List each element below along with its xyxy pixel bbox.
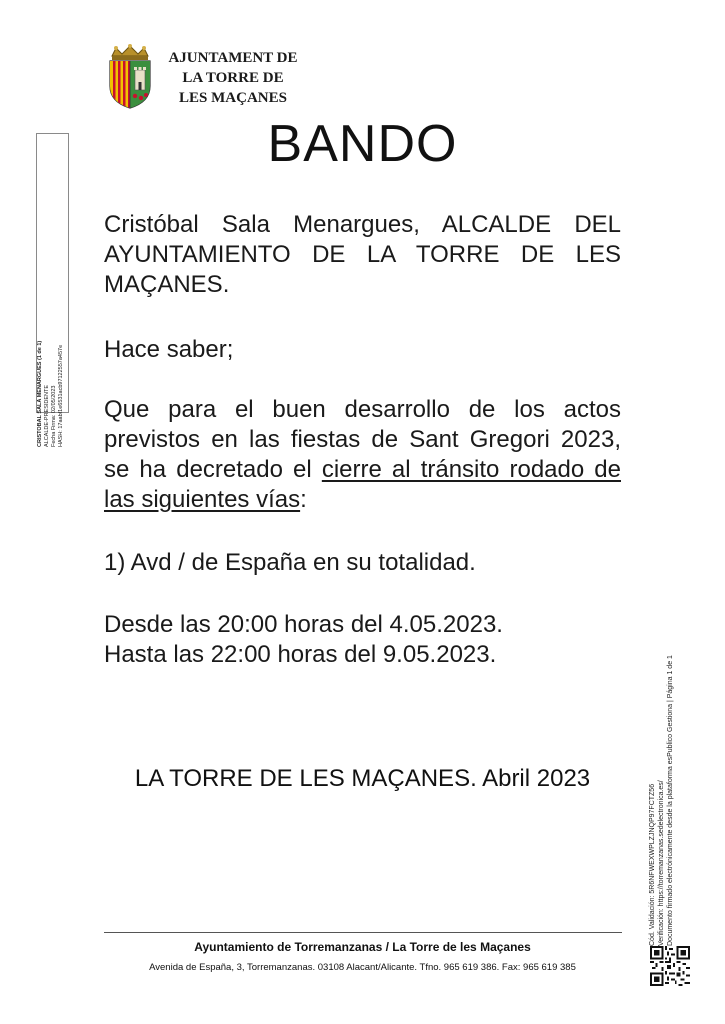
decree-paragraph [104,395,621,515]
validation-code: Cód. Validación: 5R6NFWEXWPLZJNQP97FCTZ56 [649,783,656,946]
verification-url: Verificación: https://torremanzanas.sedelectronica.es/ [658,780,665,946]
schedule-start: Desde las 20:00 horas del 4.05.2023. [104,611,503,638]
signer-role: ALCALDE-PRESIDENTE [44,384,50,447]
coat-of-arms-icon [106,44,154,110]
decree-underlined-text: cierre al tránsito rodado de las siguientes vías [104,456,621,513]
signer-name: CRISTOBAL SALA MENARGUES (1 de 1) [37,340,43,447]
platform-note: Documento firmado electrónicamente desde la plataforma esPublico Gestiona | Página 1 de 1 [667,655,674,946]
validation-info [648,636,688,946]
signature-stamp [37,217,67,447]
affected-street-item: 1) Avd / de España en su totalidad. [104,549,476,576]
schedule-end: Hasta las 22:00 horas del 9.05.2023. [104,641,497,668]
decree-text: Que para el buen desarrollo de los actos previstos en las fiestas de Sant Gregori 2023, se ha decretado el [104,396,621,483]
footer-divider [104,932,622,933]
footer-contact: Avenida de España, 3, Torremanzanas. 03108 Alacant/Alicante. Tfno. 965 619 386. Fax: 965 619 385 [149,962,576,973]
intro-paragraph: Cristóbal Sala Menargues, ALCALDE DEL AYUNTAMIENTO DE LA TORRE DE LES MAÇANES. [104,211,621,298]
municipal-logo [106,44,306,112]
announcement-heading: Hace saber; [104,336,234,363]
municipality-name-line-2: LA TORRE DE [182,70,284,86]
document-title: BANDO [267,115,458,173]
municipality-name [158,48,308,108]
signature-date: Fecha Firma: 02/05/2023 [51,385,57,447]
footer-organization: Ayuntamiento de Torremanzanas / La Torre de les Maçanes [194,940,531,954]
decree-colon: : [300,486,307,513]
signature-hash: HASH: 17aabf1e6531acb97122557a457e [58,344,64,447]
schedule-block [104,610,621,670]
municipality-name-line-3: LES MAÇANES [179,90,287,106]
place-and-date: LA TORRE DE LES MAÇANES. Abril 2023 [134,765,591,792]
municipality-name-line-1: AJUNTAMENT DE [168,50,298,66]
